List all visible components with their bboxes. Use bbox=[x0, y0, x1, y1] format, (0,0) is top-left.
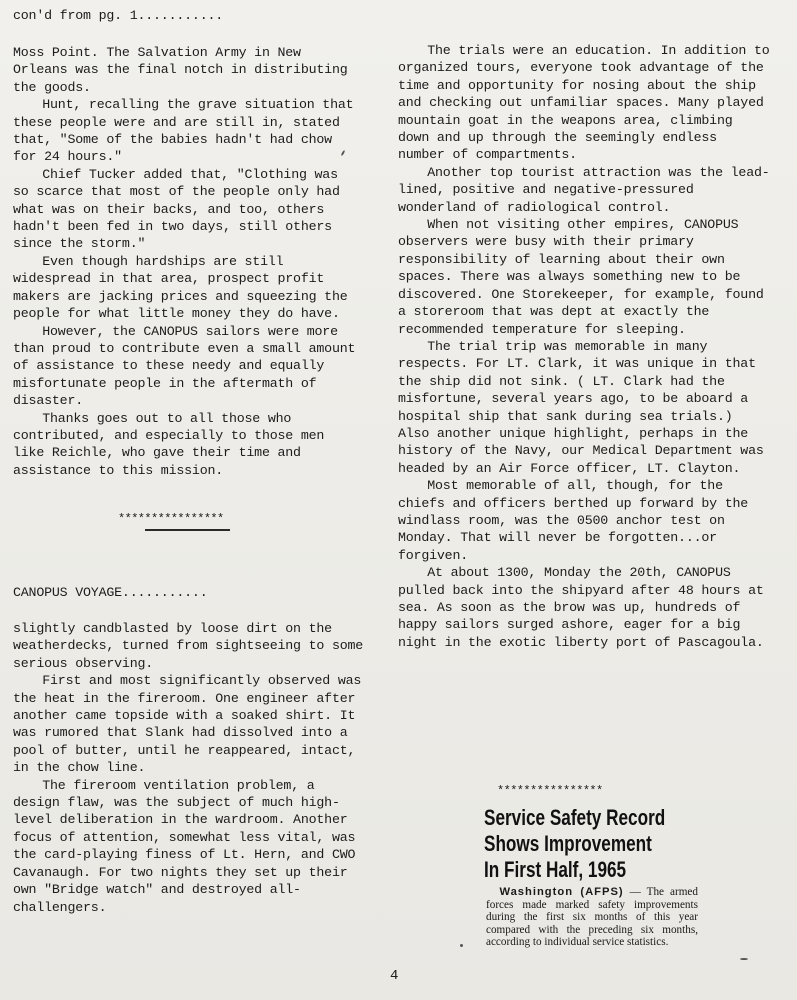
paragraph: Chief Tucker added that, "Clothing was so scarce that most of the people only had what was on their backs, and too, others hadn't been fed in two days, still others since the storm." bbox=[13, 166, 340, 252]
headline-line: Service Safety Record bbox=[484, 805, 666, 830]
scan-speck bbox=[460, 944, 463, 947]
right-column-article bbox=[398, 42, 770, 651]
clipping-text: — The armed forces made marked safety improvements during the first six months of this year compared with the preceding six months, according to individual service statistics. bbox=[486, 886, 698, 949]
clipping-headline bbox=[484, 805, 679, 883]
headline-line: In First Half, 1965 bbox=[484, 857, 627, 882]
paragraph: Even though hardships are still widespread in that area, prospect profit makers are jacking prices and squeezing the people for what little money they do have. bbox=[13, 253, 348, 322]
voyage-article bbox=[13, 620, 368, 916]
paragraph: Thanks goes out to all those who contributed, and especially to those men like Reichle, who gave their time and assistance to this mission. bbox=[13, 410, 325, 478]
scan-speck bbox=[740, 958, 748, 960]
paragraph: Another top tourist attraction was the lead-lined, positive and negative-pressured wonderland of radiological control. bbox=[398, 164, 770, 215]
paragraph: At about 1300, Monday the 20th, CANOPUS pulled back into the shipyard after 48 hours at sea. As soon as the brow was up, hundreds of happy sailors surged ashore, eager for a big night in the exotic liberty port of Pascagoula. bbox=[398, 565, 764, 650]
page-number: 4 bbox=[390, 968, 399, 984]
paragraph: The trials were an education. In addition to organized tours, everyone took advantage of the time and opportunity for nosing about the ship and checking out unfamiliar spaces. Many played mountain goat in the weapons area, climbing down and up through the seemingly endless number of compartments. bbox=[398, 43, 770, 163]
paragraph: The fireroom ventilation problem, a design flaw, was the subject of much high-level deliberation in the wardroom. Another focus of attention, somewhat less vital, was the card-playing finess of Lt. Hern, and CWO Cavanaugh. For two nights they set up their own "Bridge watch" and destroyed all-challengers. bbox=[13, 777, 356, 915]
star-divider: **************** bbox=[118, 512, 224, 526]
headline-line: Shows Improvement bbox=[484, 831, 652, 856]
continued-header: con'd from pg. 1........... bbox=[13, 8, 224, 23]
clipping-body bbox=[486, 886, 698, 949]
left-column-article bbox=[13, 44, 358, 479]
paragraph: slightly candblasted by loose dirt on the weatherdecks, turned from sightseeing to some serious observing. bbox=[13, 621, 364, 671]
paragraph: The trial trip was memorable in many respects. For LT. Clark, it was unique in that the ship did not sink. ( LT. Clark had the misfortune, several years ago, to be aboard a hospital ship that sank during sea trials.) Also another unique highlight, perhaps in the history of the Navy, our Medical Department was headed by an Air Force officer, LT. Clayton. bbox=[398, 338, 764, 476]
paragraph: Most memorable of all, though, for the chiefs and officers berthed up forward by the windlass room, was the 0500 anchor test on Monday. That will never be forgotten...or forgiven. bbox=[398, 478, 749, 563]
paragraph: However, the CANOPUS sailors were more than proud to contribute even a small amount of assistance to these needy and equally misfortunate people in the aftermath of disaster. bbox=[13, 323, 356, 409]
paragraph: Moss Point. The Salvation Army in New Orleans was the final notch in distributing the goods. bbox=[13, 45, 348, 95]
paragraph: Hunt, recalling the grave situation that these people were and are still in, stated that, "Some of the babies hadn't had chow for 24 hours." bbox=[13, 97, 354, 165]
divider-rule bbox=[145, 529, 230, 531]
paragraph: When not visiting other empires, CANOPUS observers were busy with their primary responsibility of learning about their own spaces. There was always something new to be discovered. One Storekeeper, for example, found a storeroom that was dept at exactly the recommended temperature for sleeping. bbox=[398, 217, 764, 337]
clipping-dateline: Washington (AFPS) bbox=[499, 886, 624, 898]
star-divider: **************** bbox=[497, 784, 603, 798]
paragraph: First and most significantly observed was the heat in the fireroom. One engineer after another came topside with a soaked shirt. It was rumored that Slank had dissolved into a pool of butter, until he reappeared, intact, in the chow line. bbox=[13, 673, 362, 776]
section-heading: CANOPUS VOYAGE........... bbox=[13, 585, 208, 600]
